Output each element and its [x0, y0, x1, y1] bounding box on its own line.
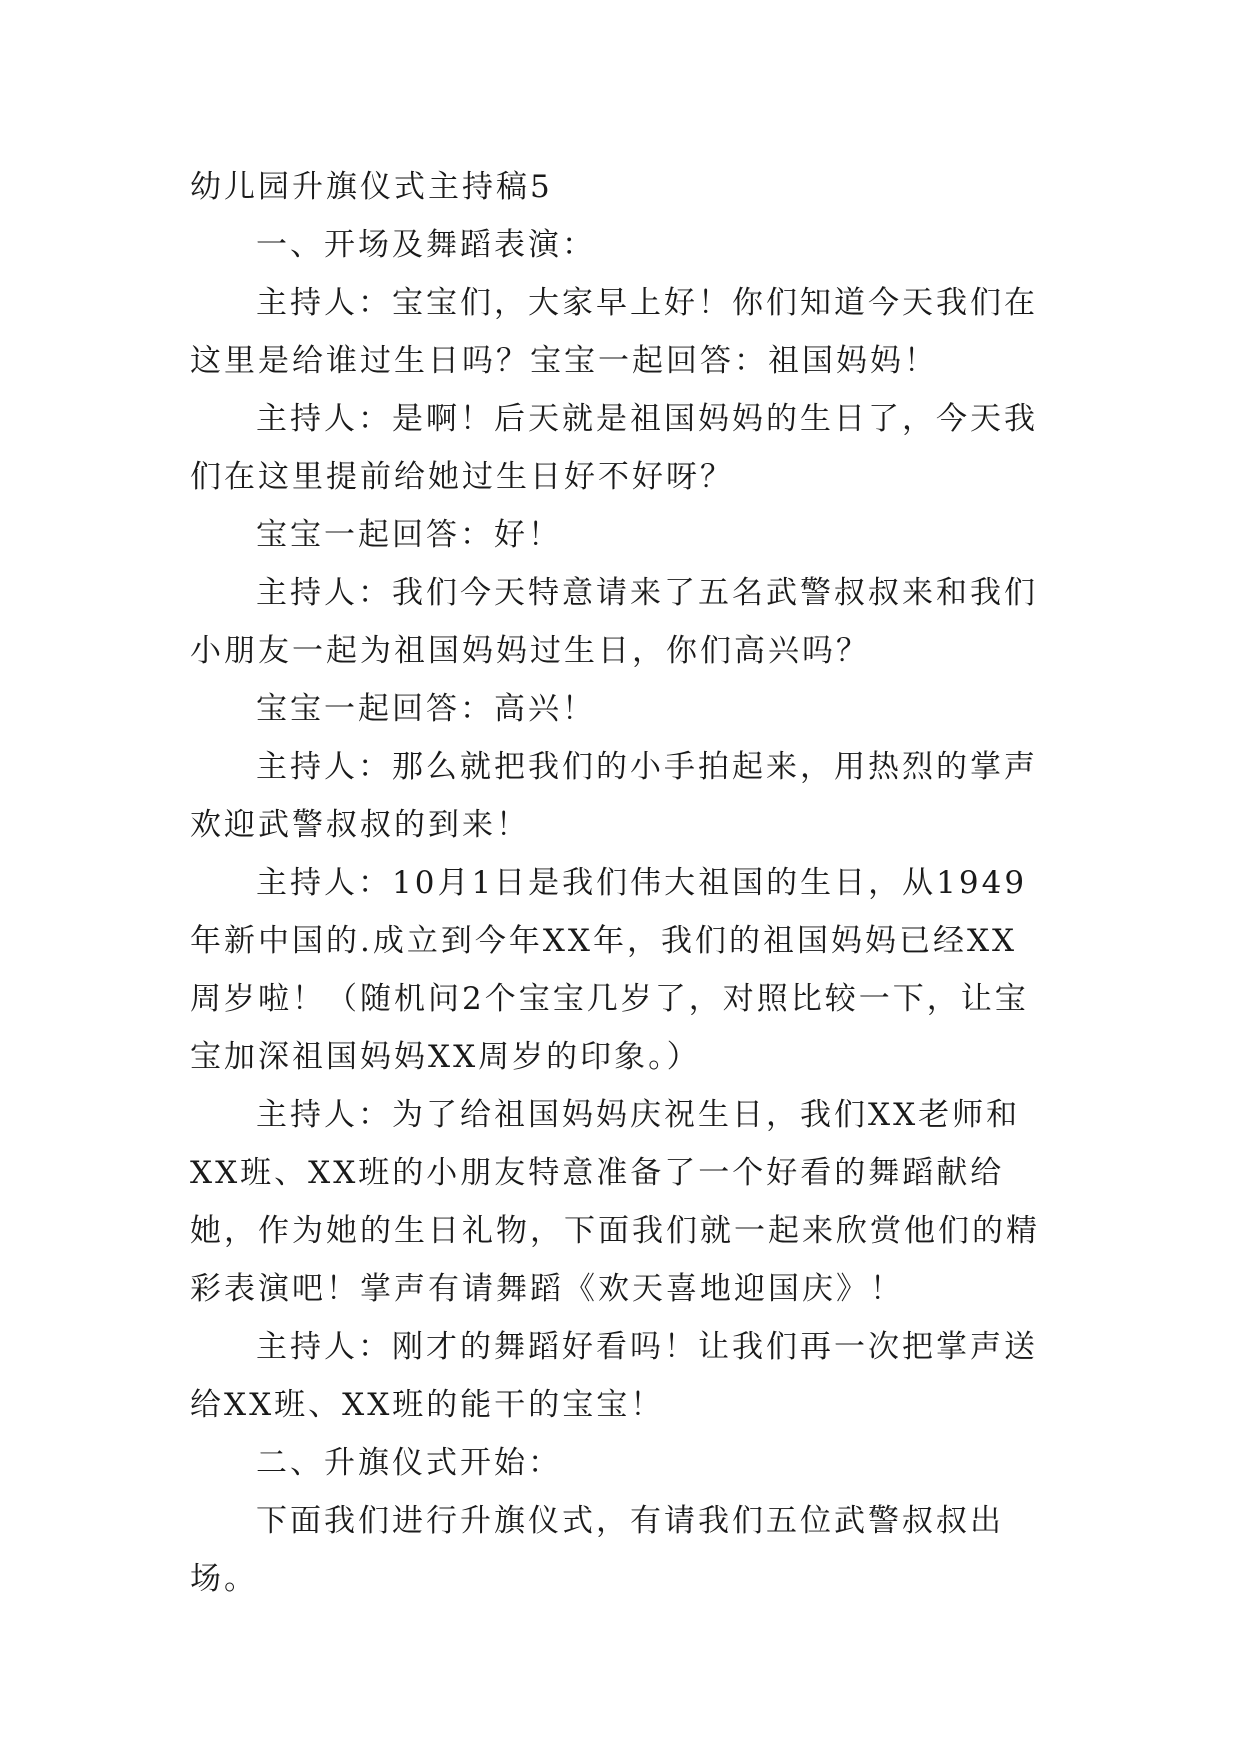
paragraph: 主持人：为了给祖国妈妈庆祝生日，我们XX老师和XX班、XX班的小朋友特意准备了一个好看的舞蹈献给她，作为她的生日礼物，下面我们就一起来欣赏他们的精彩表演吧！掌声有请舞蹈《欢天喜地迎国庆》！ — [190, 1097, 1040, 1307]
paragraph: 主持人：刚才的舞蹈好看吗！让我们再一次把掌声送给XX班、XX班的能干的宝宝！ — [190, 1329, 1038, 1423]
paragraph: 宝宝一起回答：高兴！ — [256, 691, 596, 727]
document-body — [190, 158, 1050, 1608]
paragraph: 宝宝一起回答：好！ — [256, 517, 562, 553]
paragraph: 下面我们进行升旗仪式，有请我们五位武警叔叔出场。 — [190, 1503, 1004, 1597]
paragraph: 主持人：我们今天特意请来了五名武警叔叔来和我们小朋友一起为祖国妈妈过生日，你们高兴吗？ — [190, 575, 1038, 669]
section-heading-opening: 一、开场及舞蹈表演： — [256, 227, 596, 263]
section-heading-flag-ceremony: 二、升旗仪式开始： — [256, 1445, 562, 1481]
paragraph: 主持人：是啊！后天就是祖国妈妈的生日了，今天我们在这里提前给她过生日好不好呀？ — [190, 401, 1038, 495]
document-title: 幼儿园升旗仪式主持稿5 — [190, 169, 553, 205]
paragraph: 主持人：10月1日是我们伟大祖国的生日，从1949年新中国的.成立到今年XX年，我们的祖国妈妈已经XX周岁啦！（随机问2个宝宝几岁了，对照比较一下，让宝宝加深祖国妈妈XX周岁的印象。） — [190, 865, 1029, 1075]
paragraph: 主持人：那么就把我们的小手拍起来，用热烈的掌声欢迎武警叔叔的到来！ — [190, 749, 1038, 843]
paragraph: 主持人：宝宝们，大家早上好！你们知道今天我们在这里是给谁过生日吗？宝宝一起回答：祖国妈妈！ — [190, 285, 1038, 379]
